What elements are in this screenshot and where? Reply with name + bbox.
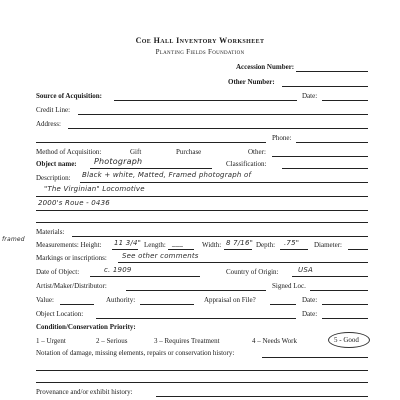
- appraisal-line[interactable]: [270, 304, 296, 305]
- width-value: 8 7/16": [226, 239, 254, 247]
- value-line[interactable]: [60, 304, 94, 305]
- method-purchase-option[interactable]: Purchase: [176, 148, 202, 156]
- location-date-label: Date:: [302, 310, 318, 318]
- signed-loc-line[interactable]: [310, 290, 368, 291]
- condition-option-serious[interactable]: 2 – Serious: [96, 337, 128, 345]
- description-line-1[interactable]: [80, 182, 368, 183]
- condition-option-urgent[interactable]: 1 – Urgent: [36, 337, 66, 345]
- country-of-origin-value: USA: [298, 266, 313, 274]
- address-label: Address:: [36, 120, 61, 128]
- description-line-2[interactable]: [36, 196, 368, 197]
- description-value-line-1: Black + white, Matted, Framed photograph of: [82, 171, 252, 179]
- appraisal-date-line[interactable]: [322, 304, 368, 305]
- measurements-height-label: Measurements: Height:: [36, 241, 102, 249]
- form-title: Coe Hall Inventory Worksheet: [135, 36, 265, 45]
- markings-label: Markings or inscriptions:: [36, 254, 107, 262]
- artist-maker-line[interactable]: [126, 290, 266, 291]
- description-value-line-2: "The Virginian" Locomotive: [44, 185, 145, 193]
- height-value: 11 3/4": [114, 239, 142, 247]
- phone-label: Phone:: [272, 134, 292, 142]
- credit-line-label: Credit Line:: [36, 106, 71, 114]
- object-location-line[interactable]: [96, 318, 296, 319]
- width-line[interactable]: [224, 249, 252, 250]
- accession-number-label: Accession Number:: [236, 63, 295, 71]
- condition-option-good[interactable]: 5 - Good: [334, 336, 359, 344]
- date-of-object-value: c. 1909: [104, 266, 132, 274]
- condition-priority-label: Condition/Conservation Priority:: [36, 323, 136, 331]
- source-of-acquisition-label: Source of Acquisition:: [36, 92, 102, 100]
- provenance-line[interactable]: [156, 396, 368, 397]
- height-line[interactable]: [112, 249, 138, 250]
- signed-loc-label: Signed Loc.: [272, 282, 306, 290]
- method-other-label: Other:: [248, 148, 266, 156]
- length-line[interactable]: [168, 249, 194, 250]
- form-subtitle: Planting Fields Foundation: [155, 48, 245, 56]
- source-of-acquisition-line[interactable]: [114, 100, 297, 101]
- location-date-line[interactable]: [322, 318, 368, 319]
- date-of-object-line[interactable]: [90, 276, 200, 277]
- object-name-line[interactable]: [90, 168, 212, 169]
- method-of-acquisition-label: Method of Acquisition:: [36, 148, 102, 156]
- description-label: Description:: [36, 174, 71, 182]
- appraisal-label: Appraisal on File?: [204, 296, 256, 304]
- classification-label: Classification:: [226, 160, 267, 168]
- damage-notation-line-2[interactable]: [36, 370, 368, 371]
- method-other-line[interactable]: [272, 156, 368, 157]
- object-name-value: Photograph: [94, 157, 143, 166]
- appraisal-date-label: Date:: [302, 296, 318, 304]
- value-label: Value:: [36, 296, 54, 304]
- margin-note: framed: [2, 236, 25, 243]
- address-line-1[interactable]: [68, 128, 368, 129]
- source-date-label: Date:: [302, 92, 318, 100]
- phone-line[interactable]: [296, 142, 368, 143]
- length-value: ___: [172, 239, 184, 247]
- diameter-line[interactable]: [348, 249, 368, 250]
- condition-option-requires-treatment[interactable]: 3 – Requires Treatment: [154, 337, 220, 345]
- classification-line[interactable]: [282, 168, 368, 169]
- credit-line-line[interactable]: [78, 114, 368, 115]
- markings-value: See other comments: [122, 252, 199, 260]
- country-of-origin-line[interactable]: [292, 276, 368, 277]
- diameter-label: Diameter:: [314, 241, 342, 249]
- provenance-label: Provenance and/or exhibit history:: [36, 388, 133, 396]
- source-date-line[interactable]: [322, 100, 368, 101]
- materials-line[interactable]: [72, 236, 368, 237]
- accession-number-line[interactable]: [296, 71, 368, 72]
- damage-notation-label: Notation of damage, missing elements, repairs or conservation history:: [36, 349, 235, 357]
- markings-line[interactable]: [118, 262, 368, 263]
- other-number-label: Other Number:: [228, 78, 275, 86]
- materials-label: Materials:: [36, 228, 65, 236]
- depth-label: Depth:: [256, 241, 276, 249]
- method-gift-option[interactable]: Gift: [130, 148, 142, 156]
- damage-notation-line-1[interactable]: [262, 357, 368, 358]
- description-line-3[interactable]: [36, 210, 368, 211]
- authority-line[interactable]: [140, 304, 194, 305]
- authority-label: Authority:: [106, 296, 136, 304]
- artist-maker-label: Artist/Maker/Distributor:: [36, 282, 107, 290]
- depth-value: .75": [284, 239, 300, 247]
- date-of-object-label: Date of Object:: [36, 268, 80, 276]
- address-line-2[interactable]: [36, 142, 266, 143]
- depth-line[interactable]: [280, 249, 308, 250]
- object-name-label: Object name:: [36, 160, 77, 168]
- country-of-origin-label: Country of Origin:: [226, 268, 279, 276]
- damage-notation-line-3[interactable]: [36, 382, 368, 383]
- object-location-label: Object Location:: [36, 310, 84, 318]
- length-label: Length:: [144, 241, 166, 249]
- other-number-line[interactable]: [282, 86, 368, 87]
- condition-option-needs-work[interactable]: 4 – Needs Work: [252, 337, 297, 345]
- description-line-4[interactable]: [36, 222, 368, 223]
- description-value-line-3: 2000's Roue - 0436: [38, 199, 110, 207]
- width-label: Width:: [202, 241, 222, 249]
